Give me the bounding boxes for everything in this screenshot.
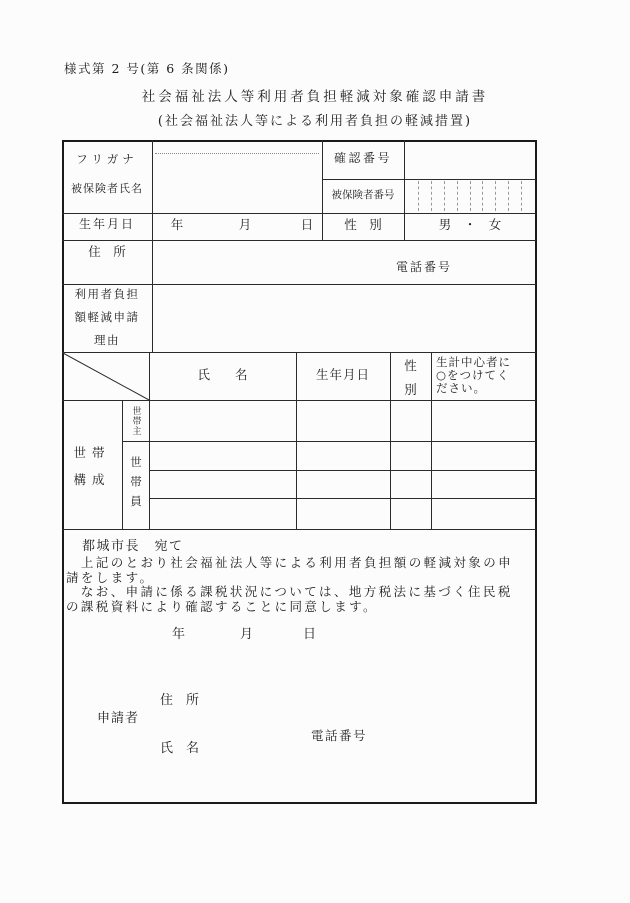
declaration-body <box>66 556 536 614</box>
insured-number-label: 被保険者番号 <box>331 189 395 201</box>
form-title: 社会福祉法人等利用者負担軽減対象確認申請書 <box>141 89 489 105</box>
dob-month-unit: 月 <box>238 217 252 232</box>
grid-line <box>322 179 536 180</box>
household-sex-header-top: 性 <box>404 358 417 373</box>
grid-line <box>62 284 536 285</box>
applicant-address-label: 住 所 <box>160 693 200 708</box>
addressee: 都城市長 宛て <box>82 539 184 554</box>
household-group-label-line2: 構成 <box>73 472 111 487</box>
grid-line <box>149 498 536 499</box>
insured-number-box <box>522 181 534 211</box>
insured-name-label: 被保険者氏名 <box>71 182 143 195</box>
insured-number-box <box>406 181 419 211</box>
reason-label-line2: 額軽減申請 <box>74 310 140 324</box>
applicant-phone-label: 電話番号 <box>311 728 368 743</box>
dob-day-unit: 日 <box>300 217 314 232</box>
form-subtitle: (社会福祉法人等による利用者負担の軽減措置) <box>157 114 473 129</box>
grid-line <box>62 213 536 214</box>
household-member-label-cell <box>123 442 149 528</box>
grid-line <box>149 470 536 471</box>
furigana-dotted-line <box>155 153 319 154</box>
household-dob-header: 生年月日 <box>315 367 370 382</box>
date-year-unit: 年 <box>172 627 186 642</box>
insured-number-box <box>458 181 471 211</box>
grid-line <box>431 352 432 529</box>
confirmation-number-label: 確認番号 <box>333 151 392 165</box>
householder-label-cell <box>123 401 149 440</box>
insured-number-box <box>483 181 496 211</box>
sex-options: 男 ・ 女 <box>438 217 502 232</box>
householder-label: 世帯主 <box>130 405 141 436</box>
applicant-label: 申請者 <box>97 711 140 726</box>
insured-number-box <box>509 181 522 211</box>
reason-label-line3: 理由 <box>94 333 120 347</box>
declaration-line: なお、申請に係る課税状況については、地方税法に基づく住民税 <box>66 584 513 600</box>
insured-number-box <box>496 181 509 211</box>
address-label: 住 所 <box>88 244 126 259</box>
breadwinner-note-line2: ○をつけてく <box>436 368 510 382</box>
declaration-line: 上記のとおり社会福祉法人等による利用者負担額の軽減対象の申 <box>66 555 514 570</box>
declaration-line: 請をします。 <box>66 569 155 585</box>
diagonal-line <box>63 353 149 400</box>
dob-year-unit: 年 <box>170 217 184 232</box>
insured-number-box <box>432 181 445 211</box>
insured-number-box <box>445 181 458 211</box>
breadwinner-note-line3: ださい。 <box>436 381 486 395</box>
household-sex-header-bottom: 別 <box>404 382 417 397</box>
household-name-header: 氏 名 <box>197 367 248 382</box>
breadwinner-note-line1: 生計中心者に <box>436 355 511 369</box>
insured-number-box <box>471 181 484 211</box>
grid-line <box>122 441 536 442</box>
insured-number-boxes <box>406 181 534 211</box>
phone-label: 電話番号 <box>396 260 453 274</box>
form-number: 様式第 2 号(第 6 条関係) <box>64 61 230 76</box>
household-member-label: 世帯員 <box>129 455 143 515</box>
grid-line <box>62 240 536 241</box>
insured-number-box <box>419 181 432 211</box>
declaration-line: の課税資料により確認することに同意します。 <box>66 598 378 614</box>
date-month-unit: 月 <box>240 627 254 642</box>
grid-line <box>62 529 536 530</box>
grid-line <box>152 140 153 352</box>
sex-label: 性 別 <box>344 217 382 232</box>
applicant-name-label: 氏 名 <box>160 741 200 756</box>
reason-label-line1: 利用者負担 <box>74 287 140 301</box>
household-group-label-line1: 世帯 <box>73 445 111 460</box>
date-day-unit: 日 <box>303 627 317 642</box>
furigana-label: フリガナ <box>76 152 138 166</box>
grid-line <box>390 352 391 529</box>
dob-label: 生年月日 <box>78 217 135 231</box>
